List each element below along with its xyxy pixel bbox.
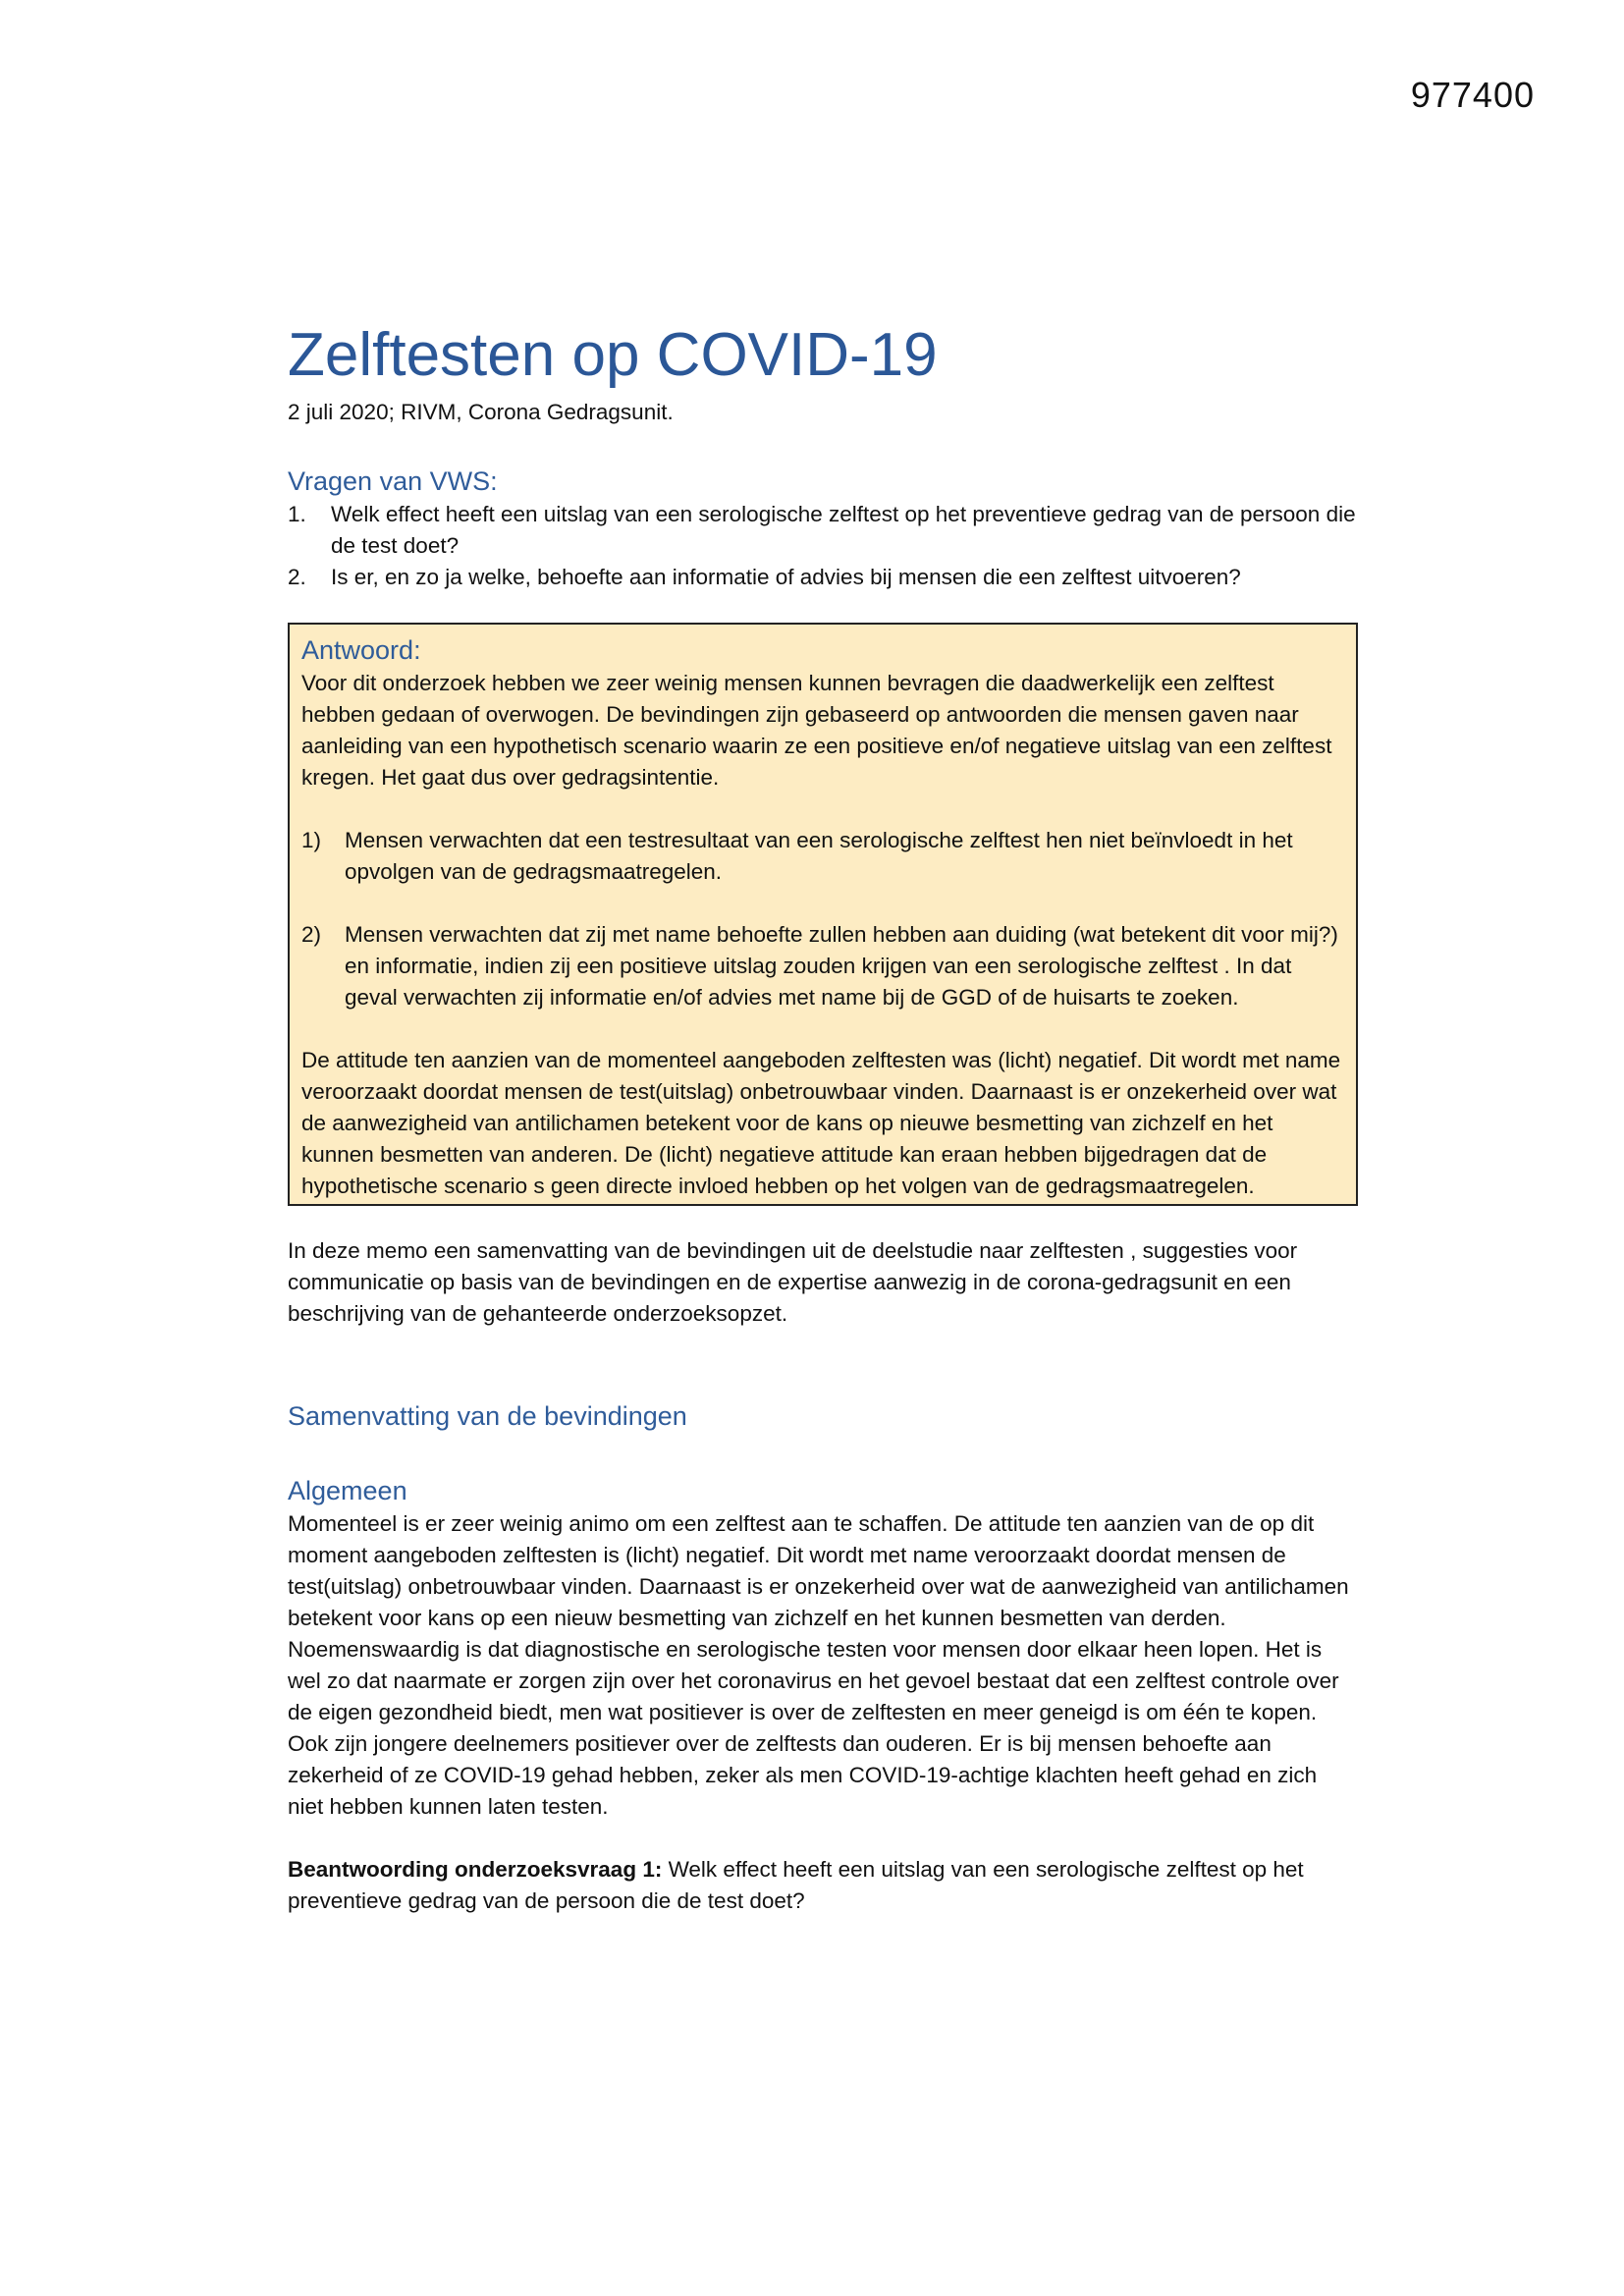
questions-heading: Vragen van VWS: xyxy=(288,466,498,496)
answer-heading: Antwoord: xyxy=(301,635,421,665)
general-paragraph: Momenteel is er zeer weinig animo om een zelftest aan te schaffen. De attitude ten aanzien van de op dit moment aangeboden zelftesten is (licht) negatief. Dit wordt met name veroorzaakt doordat mensen de test(uitslag) onbetrouwbaar vinden. Daarnaast is er onzekerheid over wat de aanwezigheid van antilichamen betekent voor kans op een nieuw besmetting van zichzelf en het kunnen besmetten van derden. Noemenswaardig is dat diagnostische en serologische testen voor mensen door elkaar heen lopen. Het is wel zo dat naarmate er zorgen zijn over het coronavirus en het gevoel bestaat dat een zelftest controle over de eigen gezondheid biedt, men wat positiever is over de zelftesten en meer geneigd is om één te kopen. Ook zijn jongere deelnemers positiever over de zelftests dan ouderen. Er is bij mensen behoefte aan zekerheid of ze COVID-19 gehad hebben, zeker als men COVID-19-achtige klachten heeft gehad en zich niet hebben kunnen laten testen. xyxy=(288,1511,1349,1819)
question-item xyxy=(288,499,1358,562)
answer-item xyxy=(301,919,1342,1013)
research-question-label: Beantwoording onderzoeksvraag 1: xyxy=(288,1857,663,1882)
answer-item xyxy=(301,825,1342,888)
question-text: Welk effect heeft een uitslag van een serologische zelftest op het preventieve gedrag van de persoon die de test doet? xyxy=(331,502,1356,558)
summary-heading: Samenvatting van de bevindingen xyxy=(288,1401,687,1431)
document-id: 977400 xyxy=(1410,75,1535,115)
answer-intro: Voor dit onderzoek hebben we zeer weinig mensen kunnen bevragen die daadwerkelijk een zelftest hebben gedaan of overwogen. De bevindingen zijn gebaseerd op antwoorden die mensen gaven naar aanleiding van een hypothetisch scenario waarin ze een positieve en/of negatieve uitslag van een zelftest kregen. Het gaat dus over gedragsintentie. xyxy=(301,671,1332,790)
question-number: 1. xyxy=(288,502,306,526)
answer-item-number: 1) xyxy=(301,828,322,852)
memo-paragraph: In deze memo een samenvatting van de bevindingen uit de deelstudie naar zelftesten , suggesties voor communicatie op basis van de bevindingen en de expertise aanwezig in de corona-gedragsunit en een beschrijving van de gehanteerde onderzoeksopzet. xyxy=(288,1238,1298,1326)
research-question-text: Welk effect heeft een uitslag van een serologische zelftest op het preventieve gedrag van de persoon die de test doet? xyxy=(288,1857,1304,1913)
question-text: Is er, en zo ja welke, behoefte aan informatie of advies bij mensen die een zelftest uitvoeren? xyxy=(331,565,1241,589)
questions-list xyxy=(288,499,1358,593)
document-body xyxy=(288,314,1358,1940)
answer-item-text: Mensen verwachten dat een testresultaat van een serologische zelftest hen niet beïnvloedt in het opvolgen van de gedragsmaatregelen. xyxy=(345,828,1293,884)
question-number: 2. xyxy=(288,565,306,589)
answer-item-number: 2) xyxy=(301,922,322,947)
page-title: Zelftesten op COVID-19 xyxy=(288,321,938,389)
research-question-paragraph xyxy=(288,1854,1358,1917)
answer-item-text: Mensen verwachten dat zij met name behoefte zullen hebben aan duiding (wat betekent dit voor mij?) en informatie, indien zij een positieve uitslag zouden krijgen van een serologische zelftest . In dat geval verwachten zij informatie en/of advies met name bij de GGD of de huisarts te zoeken. xyxy=(345,922,1338,1010)
answer-box xyxy=(288,623,1358,1206)
date-line: 2 juli 2020; RIVM, Corona Gedragsunit. xyxy=(288,400,674,424)
question-item xyxy=(288,562,1358,593)
answer-closing: De attitude ten aanzien van de momenteel aangeboden zelftesten was (licht) negatief. Dit wordt met name veroorzaakt doordat mensen de test(uitslag) onbetrouwbaar vinden. Daarnaast is er onzekerheid over wat de aanwezigheid van antilichamen betekent voor de kans op nieuwe besmetting van zichzelf en het kunnen besmetten van anderen. De (licht) negatieve attitude kan eraan hebben bijgedragen dat de hypothetische scenario s geen directe invloed hebben op het volgen van de gedragsmaatregelen. xyxy=(301,1048,1341,1198)
general-heading: Algemeen xyxy=(288,1476,407,1505)
